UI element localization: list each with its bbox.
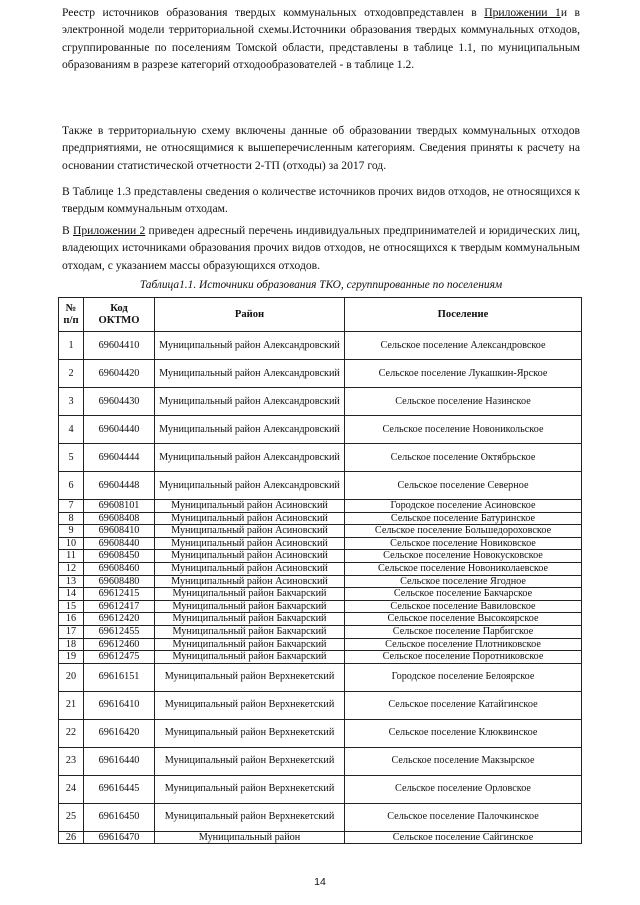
table-row [59, 613, 582, 626]
oktmo-code-cell: 69612420 [84, 613, 155, 626]
settlement-cell: Сельское поселение Поротниковское [345, 651, 582, 664]
oktmo-code-cell: 69616410 [84, 691, 155, 719]
table-row [59, 831, 582, 844]
settlement-cell: Сельское поселение Сайгинское [345, 831, 582, 844]
district-cell: Муниципальный район Верхнекетский [155, 719, 345, 747]
oktmo-code-cell: 69612460 [84, 638, 155, 651]
row-number-cell: 11 [59, 550, 84, 563]
table-caption: Таблица1.1. Источники образования ТКО, сгруппированные по поселениям [139, 279, 503, 291]
district-cell: Муниципальный район Асиновский [155, 512, 345, 525]
district-cell: Муниципальный район Бакчарский [155, 651, 345, 664]
table-row [59, 600, 582, 613]
paragraph-appendix-2-text-b: приведен адресный перечень индивидуальных предпринимателей и юридических лиц, владеющих источниками образования прочих видов отходов, не относящихся к твердым коммунальным отходам, с указанием массы образующихся отходов. [62, 224, 580, 272]
row-number-cell: 19 [59, 651, 84, 664]
header-code [84, 298, 155, 332]
row-number-cell: 23 [59, 747, 84, 775]
oktmo-code-cell: 69616445 [84, 775, 155, 803]
header-number-line2: п/п [63, 314, 79, 326]
district-cell: Муниципальный район Верхнекетский [155, 663, 345, 691]
oktmo-code-cell: 69608101 [84, 500, 155, 513]
district-cell: Муниципальный район Александровский [155, 360, 345, 388]
district-cell: Муниципальный район Асиновский [155, 575, 345, 588]
table-row [59, 416, 582, 444]
oktmo-code-cell: 69608408 [84, 512, 155, 525]
row-number-cell: 24 [59, 775, 84, 803]
row-number-cell: 6 [59, 472, 84, 500]
settlement-cell: Сельское поселение Батуринское [345, 512, 582, 525]
table-row [59, 472, 582, 500]
district-cell: Муниципальный район Асиновский [155, 550, 345, 563]
district-cell: Муниципальный район Верхнекетский [155, 803, 345, 831]
district-cell: Муниципальный район Бакчарский [155, 600, 345, 613]
table-row [59, 638, 582, 651]
settlement-cell: Сельское поселение Новониколаевское [345, 562, 582, 575]
paragraph-registry [62, 4, 580, 74]
oktmo-code-cell: 69612455 [84, 625, 155, 638]
settlement-cell: Сельское поселение Плотниковское [345, 638, 582, 651]
district-cell: Муниципальный район Верхнекетский [155, 747, 345, 775]
table-row [59, 360, 582, 388]
table-row [59, 500, 582, 513]
settlement-cell: Сельское поселение Новиковское [345, 537, 582, 550]
oktmo-code-cell: 69616420 [84, 719, 155, 747]
row-number-cell: 8 [59, 512, 84, 525]
paragraph-appendix-2-text-a: В [62, 224, 73, 237]
settlement-cell: Сельское поселение Парбигское [345, 625, 582, 638]
row-number-cell: 5 [59, 444, 84, 472]
oktmo-code-cell: 69612415 [84, 588, 155, 601]
district-cell: Муниципальный район [155, 831, 345, 844]
header-code-line2: ОКТМО [98, 314, 140, 326]
header-number-line1: № [65, 302, 77, 314]
paragraph-registry-text-a: Реестр источников образования твердых коммунальных отходовпредставлен в [62, 6, 485, 19]
oktmo-code-cell: 69616450 [84, 803, 155, 831]
district-cell: Муниципальный район Бакчарский [155, 638, 345, 651]
table-row [59, 651, 582, 664]
oktmo-code-cell: 69616151 [84, 663, 155, 691]
settlement-cell: Сельское поселение Новокусковское [345, 550, 582, 563]
row-number-cell: 9 [59, 525, 84, 538]
table-row [59, 562, 582, 575]
paragraph-registry-text-b: и в электронной модели территориальной схемы.Источники образования твердых коммунальных отходов, сгруппированные по поселениям Томской области, представлены в таблице 1.1, по муниципальным образованиям в разрезе категорий отходообразователей - в таблице 1.2. [62, 6, 580, 72]
table-row [59, 525, 582, 538]
settlement-cell: Сельское поселение Высокоярское [345, 613, 582, 626]
table-row [59, 663, 582, 691]
settlement-cell: Сельское поселение Новоникольское [345, 416, 582, 444]
oktmo-code-cell: 69608410 [84, 525, 155, 538]
district-cell: Муниципальный район Бакчарский [155, 625, 345, 638]
table-row [59, 747, 582, 775]
table-row [59, 550, 582, 563]
row-number-cell: 13 [59, 575, 84, 588]
settlement-cell: Сельское поселение Назинское [345, 388, 582, 416]
oktmo-code-cell: 69616470 [84, 831, 155, 844]
header-settlement: Поселение [345, 298, 582, 332]
table-row [59, 803, 582, 831]
row-number-cell: 17 [59, 625, 84, 638]
row-number-cell: 20 [59, 663, 84, 691]
row-number-cell: 26 [59, 831, 84, 844]
district-cell: Муниципальный район Александровский [155, 332, 345, 360]
row-number-cell: 3 [59, 388, 84, 416]
settlements-table [58, 297, 582, 844]
row-number-cell: 25 [59, 803, 84, 831]
oktmo-code-cell: 69604440 [84, 416, 155, 444]
table-row [59, 537, 582, 550]
settlement-cell: Сельское поселение Вавиловское [345, 600, 582, 613]
header-code-line1: Код [110, 302, 128, 314]
settlement-cell: Сельское поселение Палочкинское [345, 803, 582, 831]
settlement-cell: Сельское поселение Северное [345, 472, 582, 500]
paragraph-appendix-2 [62, 222, 580, 274]
table-row [59, 588, 582, 601]
settlement-cell: Сельское поселение Александровское [345, 332, 582, 360]
district-cell: Муниципальный район Асиновский [155, 500, 345, 513]
paragraph-enterprises: Также в территориальную схему включены данные об образовании твердых коммунальных отходов предприятиями, не относящимися к вышеперечисленным категориям. Сведения приняты к расчету на основании статистической отчетности 2-ТП (отходы) за 2017 год. [62, 124, 580, 172]
oktmo-code-cell: 69616440 [84, 747, 155, 775]
row-number-cell: 22 [59, 719, 84, 747]
oktmo-code-cell: 69608440 [84, 537, 155, 550]
oktmo-code-cell: 69604444 [84, 444, 155, 472]
row-number-cell: 14 [59, 588, 84, 601]
settlement-cell: Городское поселение Асиновское [345, 500, 582, 513]
district-cell: Муниципальный район Бакчарский [155, 588, 345, 601]
header-district: Район [155, 298, 345, 332]
oktmo-code-cell: 69608460 [84, 562, 155, 575]
district-cell: Муниципальный район Александровский [155, 416, 345, 444]
oktmo-code-cell: 69604410 [84, 332, 155, 360]
table-row [59, 775, 582, 803]
settlement-cell: Сельское поселение Бакчарское [345, 588, 582, 601]
row-number-cell: 4 [59, 416, 84, 444]
oktmo-code-cell: 69604448 [84, 472, 155, 500]
row-number-cell: 10 [59, 537, 84, 550]
appendix-2-link[interactable]: Приложении 2 [72, 224, 146, 237]
oktmo-code-cell: 69608450 [84, 550, 155, 563]
settlement-cell: Сельское поселение Октябрьское [345, 444, 582, 472]
settlement-cell: Сельское поселение Орловское [345, 775, 582, 803]
oktmo-code-cell: 69604420 [84, 360, 155, 388]
row-number-cell: 2 [59, 360, 84, 388]
row-number-cell: 16 [59, 613, 84, 626]
district-cell: Муниципальный район Александровский [155, 472, 345, 500]
row-number-cell: 18 [59, 638, 84, 651]
paragraph-table-1-3: В Таблице 1.3 представлены сведения о количестве источников прочих видов отходов, не относящихся к твердым коммунальным отходам. [62, 185, 580, 216]
district-cell: Муниципальный район Бакчарский [155, 613, 345, 626]
settlement-cell: Сельское поселение Лукашкин-Ярское [345, 360, 582, 388]
table-row [59, 332, 582, 360]
district-cell: Муниципальный район Асиновский [155, 525, 345, 538]
settlement-cell: Сельское поселение Катайгинское [345, 691, 582, 719]
appendix-1-link[interactable]: Приложении 1 [484, 6, 561, 19]
row-number-cell: 21 [59, 691, 84, 719]
oktmo-code-cell: 69612417 [84, 600, 155, 613]
table-row [59, 388, 582, 416]
oktmo-code-cell: 69608480 [84, 575, 155, 588]
table-row [59, 691, 582, 719]
oktmo-code-cell: 69612475 [84, 651, 155, 664]
table-row [59, 444, 582, 472]
settlement-cell: Городское поселение Белоярское [345, 663, 582, 691]
header-number [59, 298, 84, 332]
row-number-cell: 15 [59, 600, 84, 613]
table-row [59, 719, 582, 747]
table-row [59, 512, 582, 525]
table-row [59, 575, 582, 588]
settlement-cell: Сельское поселение Большедороховское [345, 525, 582, 538]
page-number: 14 [314, 876, 326, 888]
settlement-cell: Сельское поселение Клюквинское [345, 719, 582, 747]
district-cell: Муниципальный район Асиновский [155, 537, 345, 550]
district-cell: Муниципальный район Александровский [155, 444, 345, 472]
settlement-cell: Сельское поселение Ягодное [345, 575, 582, 588]
district-cell: Муниципальный район Асиновский [155, 562, 345, 575]
row-number-cell: 12 [59, 562, 84, 575]
row-number-cell: 1 [59, 332, 84, 360]
district-cell: Муниципальный район Верхнекетский [155, 775, 345, 803]
district-cell: Муниципальный район Верхнекетский [155, 691, 345, 719]
table-header-row [59, 298, 582, 332]
settlement-cell: Сельское поселение Макзырское [345, 747, 582, 775]
oktmo-code-cell: 69604430 [84, 388, 155, 416]
row-number-cell: 7 [59, 500, 84, 513]
table-row [59, 625, 582, 638]
district-cell: Муниципальный район Александровский [155, 388, 345, 416]
